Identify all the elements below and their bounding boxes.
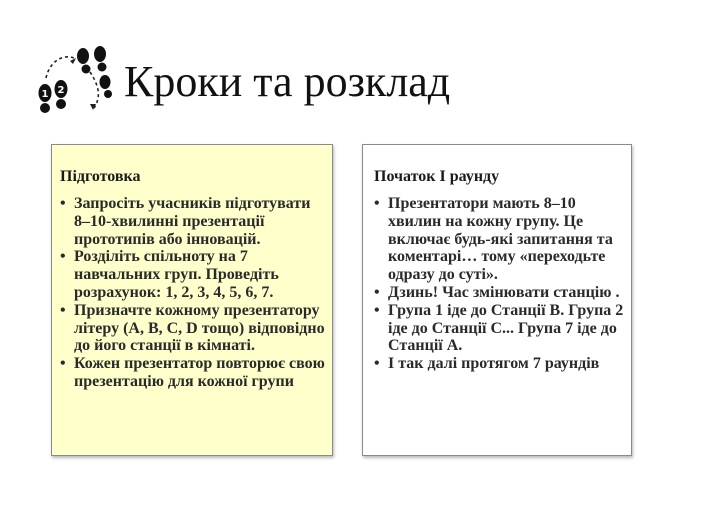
preparation-list [60,195,326,391]
list-item: • Призначте кожному презентатору літеру (A, B, C, D тощо) відповідно до його станції в кімнаті. [60,302,326,355]
preparation-card [51,144,333,456]
svg-text:2: 2 [57,85,65,96]
footprint-upper [77,46,112,98]
list-item: • Кожен презентатор повторює свою презентацію для кожної групи [60,355,326,391]
list-item: • І так далі протягом 7 раундів [374,355,625,373]
list-item: • Розділіть спільноту на 7 навчальних груп. Проведіть розрахунок: 1, 2, 3, 4, 5, 6, 7. [60,248,326,301]
round-one-card [362,144,632,456]
preparation-heading: Підготовка [60,168,141,185]
footprint-step-one [39,84,52,113]
round-one-heading: Початок І раунду [374,168,500,185]
page-title: Кроки та розклад [124,57,451,106]
list-item: • Запросіть учасників підготувати 8–10-хвилинні презентації прототипів або інновацій. [60,195,326,248]
list-item: • Презентатори мають 8–10 хвилин на кожну групу. Це включає будь-які запитання та коментарі… тому «переходьте одразу до суті». [374,195,625,284]
list-item: • Група 1 іде до Станції B. Група 2 іде до Станції C... Група 7 іде до Станції A. [374,302,625,355]
footprint-step-two [55,80,68,109]
round-one-list [374,195,625,373]
footsteps-icon [36,44,116,118]
svg-text:1: 1 [41,89,49,100]
list-item: • Дзинь! Час змінювати станцію . [374,284,625,302]
